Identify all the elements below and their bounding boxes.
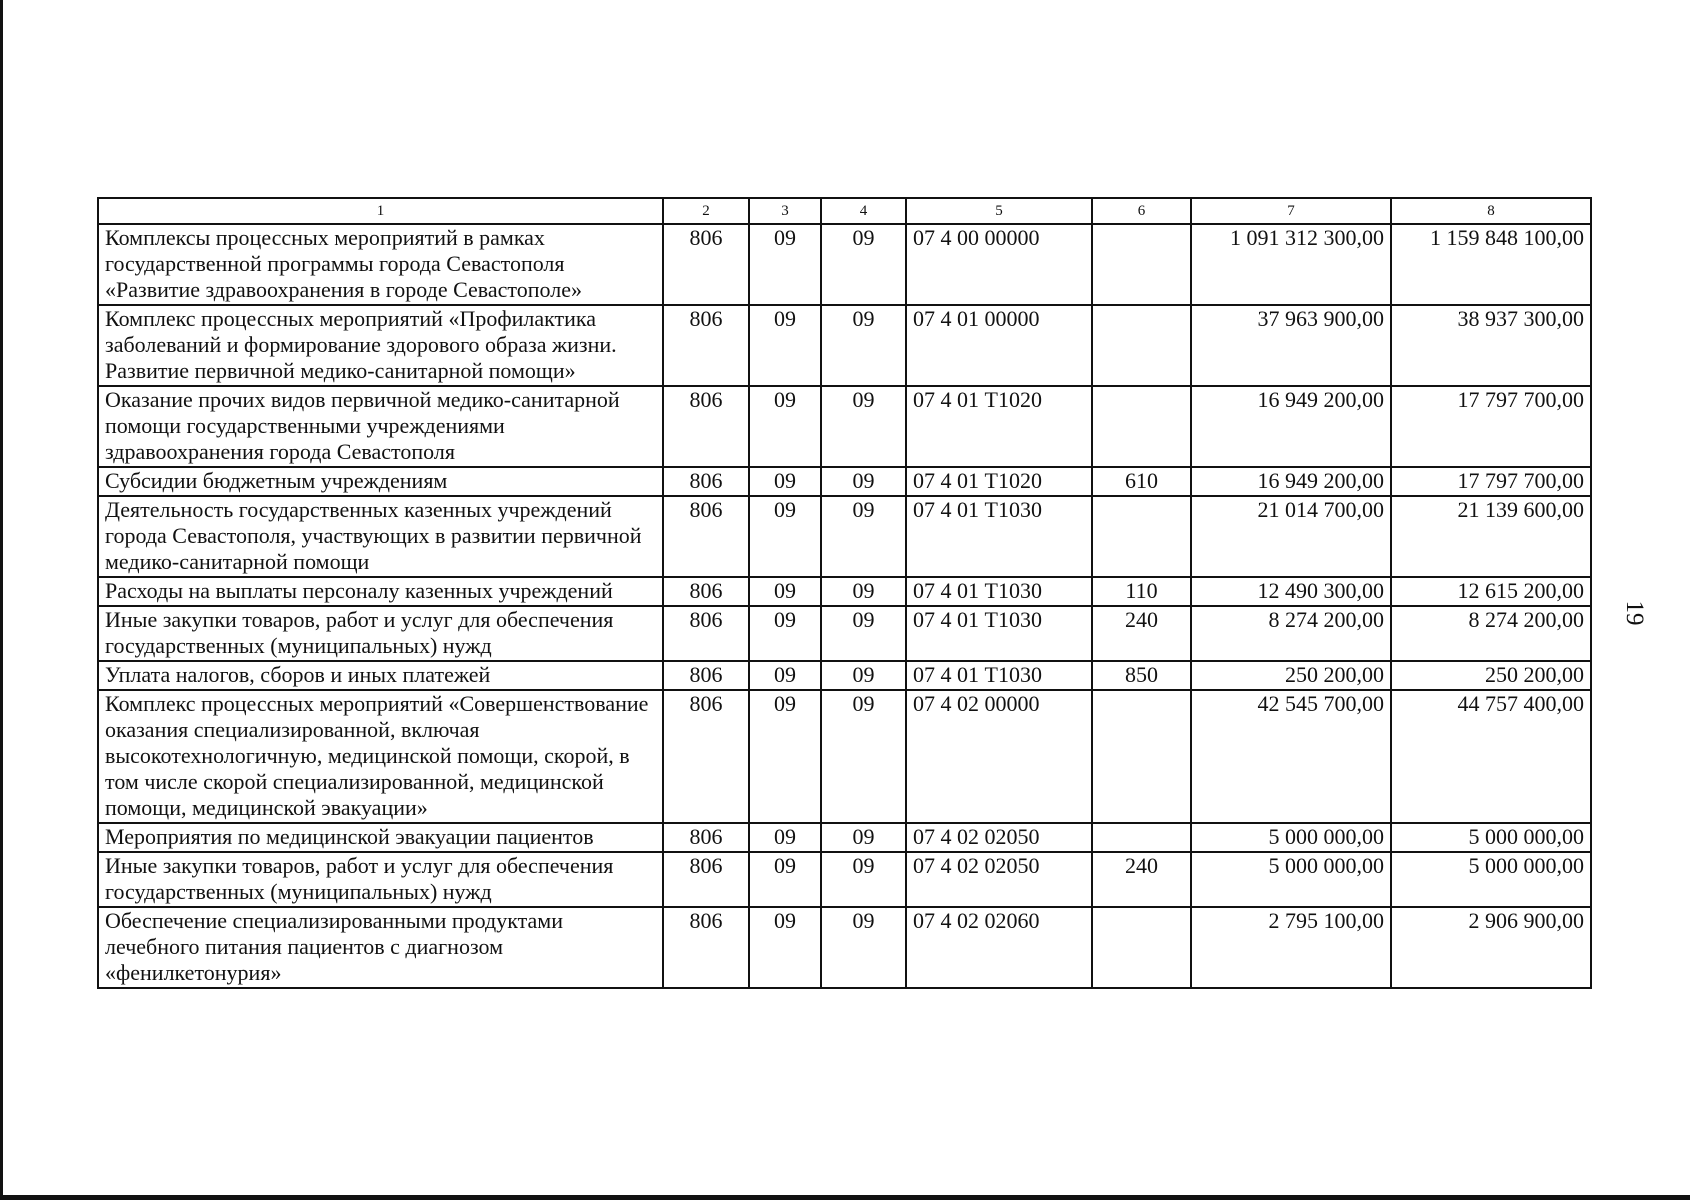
- row-expense-type: 110: [1092, 577, 1191, 606]
- row-target-article: 07 4 01 Т1020: [906, 386, 1092, 467]
- row-name: Субсидии бюджетным учреждениям: [98, 467, 663, 496]
- table-row: [98, 606, 1591, 661]
- row-subsection: 09: [821, 852, 906, 907]
- table-row: [98, 386, 1591, 467]
- row-admin-code: 806: [663, 577, 749, 606]
- scan-edge-bottom: [0, 1195, 1690, 1200]
- row-admin-code: 806: [663, 467, 749, 496]
- row-section: 09: [749, 467, 821, 496]
- row-name: Комплекс процессных мероприятий «Совершенствование оказания специализированной, включая высокотехнологичную, медицинской помощи, скорой, в том числе скорой специализированной, медицинской помощи, медицинской эвакуации»: [98, 690, 663, 823]
- row-subsection: 09: [821, 224, 906, 305]
- table-row: [98, 852, 1591, 907]
- row-admin-code: 806: [663, 661, 749, 690]
- row-subsection: 09: [821, 661, 906, 690]
- row-target-article: 07 4 02 00000: [906, 690, 1092, 823]
- row-amount-col7: 1 091 312 300,00: [1191, 224, 1391, 305]
- row-name: Уплата налогов, сборов и иных платежей: [98, 661, 663, 690]
- row-subsection: 09: [821, 907, 906, 988]
- row-section: 09: [749, 606, 821, 661]
- row-section: 09: [749, 386, 821, 467]
- row-name: Мероприятия по медицинской эвакуации пациентов: [98, 823, 663, 852]
- row-amount-col7: 5 000 000,00: [1191, 852, 1391, 907]
- row-expense-type: [1092, 386, 1191, 467]
- row-section: 09: [749, 661, 821, 690]
- row-subsection: 09: [821, 305, 906, 386]
- row-name: Иные закупки товаров, работ и услуг для обеспечения государственных (муниципальных) нужд: [98, 852, 663, 907]
- header-row: [98, 198, 1591, 224]
- column-header: 1: [98, 198, 663, 224]
- row-expense-type: 610: [1092, 467, 1191, 496]
- row-target-article: 07 4 01 00000: [906, 305, 1092, 386]
- column-header: 4: [821, 198, 906, 224]
- row-expense-type: 240: [1092, 606, 1191, 661]
- row-subsection: 09: [821, 577, 906, 606]
- row-amount-col7: 37 963 900,00: [1191, 305, 1391, 386]
- table-row: [98, 661, 1591, 690]
- row-amount-col7: 2 795 100,00: [1191, 907, 1391, 988]
- row-admin-code: 806: [663, 823, 749, 852]
- row-amount-col8: 17 797 700,00: [1391, 467, 1591, 496]
- row-expense-type: [1092, 224, 1191, 305]
- row-target-article: 07 4 01 Т1030: [906, 661, 1092, 690]
- row-expense-type: 240: [1092, 852, 1191, 907]
- column-header: 3: [749, 198, 821, 224]
- row-amount-col8: 1 159 848 100,00: [1391, 224, 1591, 305]
- scan-edge-left: [0, 0, 3, 1200]
- row-target-article: 07 4 02 02050: [906, 823, 1092, 852]
- row-subsection: 09: [821, 467, 906, 496]
- budget-table: [97, 197, 1592, 989]
- row-name: Обеспечение специализированными продуктами лечебного питания пациентов с диагнозом «фенилкетонурия»: [98, 907, 663, 988]
- row-section: 09: [749, 577, 821, 606]
- row-expense-type: [1092, 823, 1191, 852]
- row-amount-col8: 250 200,00: [1391, 661, 1591, 690]
- table-row: [98, 577, 1591, 606]
- row-expense-type: [1092, 496, 1191, 577]
- row-expense-type: [1092, 690, 1191, 823]
- row-expense-type: [1092, 305, 1191, 386]
- row-amount-col7: 12 490 300,00: [1191, 577, 1391, 606]
- row-section: 09: [749, 305, 821, 386]
- row-amount-col8: 2 906 900,00: [1391, 907, 1591, 988]
- table-row: [98, 496, 1591, 577]
- row-target-article: 07 4 01 Т1030: [906, 496, 1092, 577]
- row-amount-col7: 8 274 200,00: [1191, 606, 1391, 661]
- column-header: 8: [1391, 198, 1591, 224]
- row-section: 09: [749, 852, 821, 907]
- row-amount-col7: 21 014 700,00: [1191, 496, 1391, 577]
- row-name: Оказание прочих видов первичной медико-санитарной помощи государственными учреждениями здравоохранения города Севастополя: [98, 386, 663, 467]
- row-admin-code: 806: [663, 606, 749, 661]
- table-row: [98, 907, 1591, 988]
- row-admin-code: 806: [663, 386, 749, 467]
- row-subsection: 09: [821, 386, 906, 467]
- row-subsection: 09: [821, 606, 906, 661]
- row-amount-col8: 44 757 400,00: [1391, 690, 1591, 823]
- table-row: [98, 823, 1591, 852]
- row-section: 09: [749, 823, 821, 852]
- column-header: 5: [906, 198, 1092, 224]
- row-amount-col7: 42 545 700,00: [1191, 690, 1391, 823]
- row-name: Расходы на выплаты персоналу казенных учреждений: [98, 577, 663, 606]
- row-name: Иные закупки товаров, работ и услуг для обеспечения государственных (муниципальных) нужд: [98, 606, 663, 661]
- row-expense-type: [1092, 907, 1191, 988]
- row-target-article: 07 4 02 02050: [906, 852, 1092, 907]
- row-amount-col7: 5 000 000,00: [1191, 823, 1391, 852]
- row-amount-col7: 16 949 200,00: [1191, 467, 1391, 496]
- row-amount-col7: 250 200,00: [1191, 661, 1391, 690]
- row-section: 09: [749, 690, 821, 823]
- table-row: [98, 224, 1591, 305]
- row-subsection: 09: [821, 496, 906, 577]
- column-header: 6: [1092, 198, 1191, 224]
- row-name: Комплекс процессных мероприятий «Профилактика заболеваний и формирование здорового образа жизни. Развитие первичной медико-санитарной помощи»: [98, 305, 663, 386]
- row-target-article: 07 4 01 Т1030: [906, 606, 1092, 661]
- row-subsection: 09: [821, 823, 906, 852]
- column-header: 7: [1191, 198, 1391, 224]
- row-amount-col8: 12 615 200,00: [1391, 577, 1591, 606]
- page-number: 19: [1621, 600, 1648, 626]
- row-admin-code: 806: [663, 496, 749, 577]
- row-admin-code: 806: [663, 690, 749, 823]
- row-name: Комплексы процессных мероприятий в рамках государственной программы города Севастополя «Развитие здравоохранения в городе Севастополе»: [98, 224, 663, 305]
- row-amount-col8: 5 000 000,00: [1391, 823, 1591, 852]
- table-row: [98, 690, 1591, 823]
- row-amount-col8: 21 139 600,00: [1391, 496, 1591, 577]
- row-target-article: 07 4 02 02060: [906, 907, 1092, 988]
- column-header: 2: [663, 198, 749, 224]
- row-amount-col8: 8 274 200,00: [1391, 606, 1591, 661]
- row-name: Деятельность государственных казенных учреждений города Севастополя, участвующих в развитии первичной медико-санитарной помощи: [98, 496, 663, 577]
- row-admin-code: 806: [663, 852, 749, 907]
- row-admin-code: 806: [663, 305, 749, 386]
- row-target-article: 07 4 00 00000: [906, 224, 1092, 305]
- row-section: 09: [749, 224, 821, 305]
- row-admin-code: 806: [663, 224, 749, 305]
- row-amount-col8: 38 937 300,00: [1391, 305, 1591, 386]
- row-amount-col7: 16 949 200,00: [1191, 386, 1391, 467]
- row-amount-col8: 5 000 000,00: [1391, 852, 1591, 907]
- row-target-article: 07 4 01 Т1030: [906, 577, 1092, 606]
- row-admin-code: 806: [663, 907, 749, 988]
- row-subsection: 09: [821, 690, 906, 823]
- row-expense-type: 850: [1092, 661, 1191, 690]
- row-amount-col8: 17 797 700,00: [1391, 386, 1591, 467]
- table-row: [98, 305, 1591, 386]
- table-row: [98, 467, 1591, 496]
- row-section: 09: [749, 496, 821, 577]
- row-target-article: 07 4 01 Т1020: [906, 467, 1092, 496]
- row-section: 09: [749, 907, 821, 988]
